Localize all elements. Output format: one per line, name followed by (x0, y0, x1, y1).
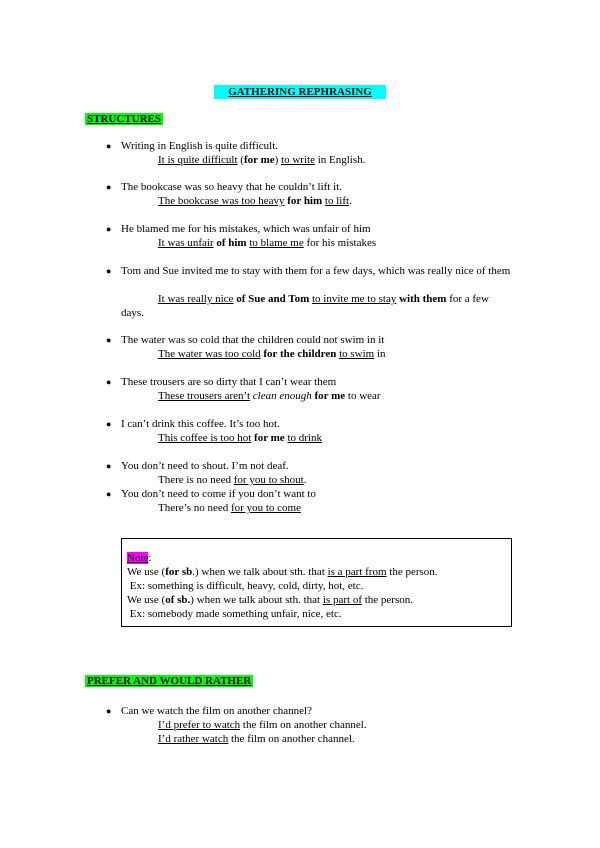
section-heading-structures: STRUCTURES (87, 113, 161, 125)
note-line (127, 607, 506, 621)
note-line (127, 593, 506, 607)
item-answer (158, 732, 528, 746)
note-box: Note: We use (for sb.) when we talk about sth. that is a part from the person. Ex: something is difficult, heavy, cold, dirty, hot, etc. We use (of sb.) when we talk about sth. that is part of the person. Ex: somebody made something unfair, nice, etc. (121, 538, 512, 627)
item-answer (158, 236, 528, 250)
item-question: You don’t need to come if you don’t want to (121, 488, 316, 500)
text-run: to wear (345, 390, 381, 402)
text-run: of sb. (165, 594, 191, 606)
text-run: ( (237, 154, 244, 166)
text-run: the film on another channel. (228, 733, 355, 745)
text-run: to drink (287, 432, 322, 444)
text-run: for me (314, 390, 346, 402)
bullet-icon: ● (106, 706, 112, 716)
bullet-icon: ● (106, 266, 112, 276)
text-run: . (349, 195, 352, 207)
bullet-icon: ● (106, 461, 112, 471)
bullet-icon: ● (106, 141, 112, 151)
section-heading-prefer: PREFER AND WOULD RATHER (87, 675, 252, 687)
text-run: for the children (263, 348, 337, 360)
item-answer (158, 718, 528, 732)
text-run: .) when we talk about sth. that (192, 566, 328, 578)
text-run: of Sue and Tom (236, 293, 310, 305)
text-run: It was unfair (158, 237, 214, 249)
text-run: There is no need (158, 474, 234, 486)
text-run: the film on another channel. (240, 719, 367, 731)
item-question: He blamed me for his mistakes, which was unfair of him (121, 223, 371, 235)
text-run: The water was too cold (158, 348, 261, 360)
bullet-icon: ● (106, 182, 112, 192)
item-question: The water was so cold that the children could not swim in it (121, 334, 385, 346)
text-run: for sb (165, 566, 193, 578)
item-answer (121, 292, 511, 320)
item-answer (158, 347, 528, 361)
text-run: to invite me to stay (312, 293, 397, 305)
item-answer (158, 431, 528, 445)
item-answer (158, 194, 528, 208)
text-run: for me (243, 154, 275, 166)
note-line (127, 579, 506, 593)
text-run: These trousers aren’t (158, 390, 251, 402)
text-run: for a few days. (121, 293, 489, 319)
text-run: for his mistakes (303, 237, 377, 249)
item-answer (158, 153, 528, 167)
text-run: I’d rather watch (158, 733, 229, 745)
text-run: ) when we talk about sth. that (190, 594, 323, 606)
bullet-icon: ● (106, 419, 112, 429)
text-run: to write (281, 154, 315, 166)
bullet-icon: ● (106, 377, 112, 387)
text-run: Ex: something is difficult, heavy, cold, dirty, hot, etc. (127, 580, 364, 592)
text-run: in English. (314, 154, 366, 166)
item-question: You don’t need to shout. I’m not deaf. (121, 460, 289, 472)
text-run: is part of (322, 594, 362, 606)
text-run: with them (399, 293, 447, 305)
text-run: It was really nice (158, 293, 234, 305)
item-question: Can we watch the film on another channel? (121, 705, 312, 717)
text-run: the person. (361, 594, 413, 606)
bullet-icon: ● (106, 224, 112, 234)
text-run: This coffee is too hot (158, 432, 252, 444)
text-run: There’s no need (158, 502, 231, 514)
text-run: We use ( (127, 594, 166, 606)
text-run: The bookcase was too heavy (158, 195, 285, 207)
text-run: It is quite difficult (158, 154, 238, 166)
text-run: the person. (386, 566, 438, 578)
text-run: to blame me (249, 237, 304, 249)
note-line (127, 565, 506, 579)
item-question: The bookcase was so heavy that he couldn’t lift it. (121, 181, 342, 193)
text-run: Ex: somebody made something unfair, nice, etc. (127, 608, 342, 620)
text-run: to lift (324, 195, 350, 207)
text-run: I’d prefer to watch (158, 719, 241, 731)
item-question: Tom and Sue invited me to stay with them for a few days, which was really nice of them (121, 265, 511, 277)
bullet-icon: ● (106, 489, 112, 499)
text-run: to swim (339, 348, 375, 360)
item-question: I can’t drink this coffee. It’s too hot. (121, 418, 280, 430)
text-run: clean enough (252, 390, 312, 402)
bullet-icon: ● (106, 335, 112, 345)
text-run: for me (254, 432, 285, 444)
note-lines (127, 565, 506, 621)
text-run: for him (287, 195, 323, 207)
note-label: Note (127, 552, 149, 564)
text-run: is a part from (327, 566, 387, 578)
text-run: in (374, 348, 386, 360)
item-answer (158, 501, 528, 515)
text-run: ) (274, 154, 282, 166)
item-answer (158, 473, 528, 487)
text-run: for you to come (231, 502, 301, 514)
page-title: GATHERING REPHRASING (214, 85, 386, 99)
text-run: . (303, 474, 307, 486)
text-run: of him (216, 237, 247, 249)
text-run: We use ( (127, 566, 166, 578)
item-question: These trousers are so dirty that I can’t wear them (121, 376, 337, 388)
item-answer (158, 389, 528, 403)
text-run: for you to shout (233, 474, 304, 486)
item-question: Writing in English is quite difficult. (121, 140, 279, 152)
